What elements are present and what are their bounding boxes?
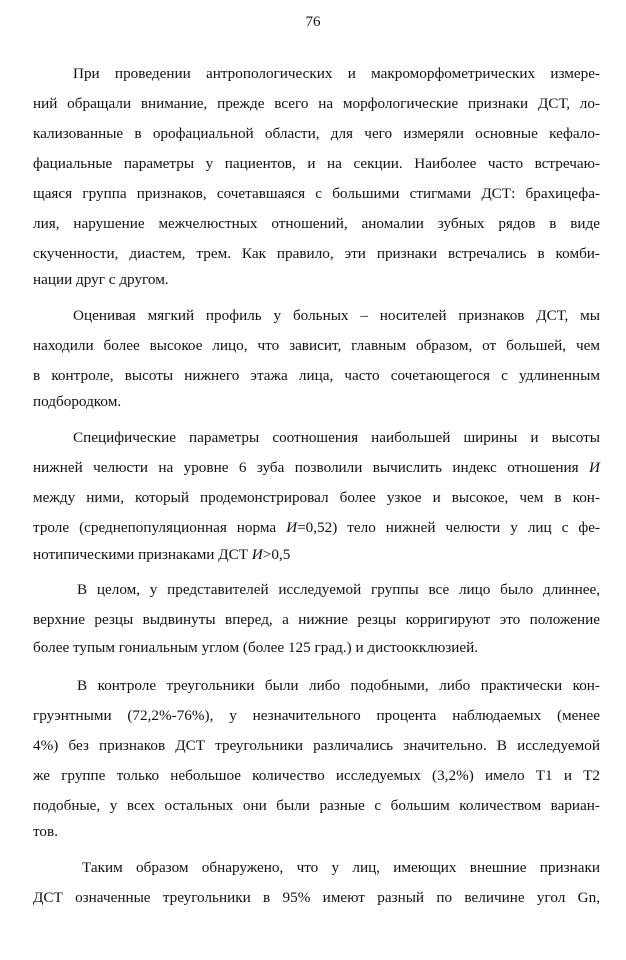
page-number: 76 (305, 14, 321, 30)
text-line: тов. (33, 823, 58, 840)
text-line: В контроле треугольники были либо подобными, либо практически кон- (77, 677, 600, 694)
text-line: фациальные параметры у пациентов, и на секции. Наиболее часто встречаю- (33, 155, 600, 172)
text-line: находили более высокое лицо, что зависит, главным образом, от большей, чем (33, 337, 600, 354)
text-line: ний обращали внимание, прежде всего на морфологические признаки ДСТ, ло- (33, 95, 600, 112)
text-line: в контроле, высоты нижнего этажа лица, часто сочетающегося с удлиненным (33, 367, 600, 384)
text-line: Таким образом обнаружено, что у лиц, имеющих внешние признаки (82, 859, 600, 876)
text-line: Оценивая мягкий профиль у больных – носителей признаков ДСТ, мы (73, 307, 600, 324)
text-line: более тупым гониальным углом (более 125 град.) и дистоокклюзией. (33, 639, 479, 656)
text-line: щаяся группа признаков, сочетавшаяся с большими стигмами ДСТ: брахицефа- (33, 185, 600, 202)
text-line: подбородком. (33, 393, 122, 410)
text-line: нотипическими признаками ДСТ И>0,5 (33, 546, 291, 563)
text-line: нижней челюсти на уровне 6 зуба позволили вычислить индекс отношения И (33, 459, 600, 476)
text-line: нации друг с другом. (33, 271, 169, 288)
text-line: скученности, диастем, трем. Как правило, эти признаки встречались в комби- (33, 245, 600, 262)
text-line: между ними, который продемонстрировал более узкое и высокое, чем в кон- (33, 489, 600, 506)
text-line: При проведении антропологических и макроморфометрических измере- (73, 65, 600, 82)
text-line: Специфические параметры соотношения наибольшей ширины и высоты (73, 429, 600, 446)
text-line: же группе только небольшое количество исследуемых (3,2%) имело Т1 и Т2 (33, 767, 600, 784)
text-line: В целом, у представителей исследуемой группы все лицо было длиннее, (77, 581, 600, 598)
text-line: подобные, у всех остальных они были разные с большим количеством вариан- (33, 797, 600, 814)
text-line: груэнтными (72,2%-76%), у незначительного процента наблюдаемых (менее (33, 707, 600, 724)
text-line: ДСТ означенные треугольники в 95% имеют разный по величине угол Gn, (33, 889, 600, 906)
text-line: верхние резцы выдвинуты вперед, а нижние резцы корригируют это положение (33, 611, 600, 628)
text-line: лия, нарушение межчелюстных отношений, аномалии зубных рядов в виде (33, 215, 600, 232)
text-line: троле (среднепопуляционная норма И=0,52) тело нижней челюсти у лиц с фе- (33, 519, 600, 536)
text-line: 4%) без признаков ДСТ треугольники различались значительно. В исследуемой (33, 737, 600, 754)
text-line: кализованные в орофациальной области, для чего измеряли основные кефало- (33, 125, 600, 142)
